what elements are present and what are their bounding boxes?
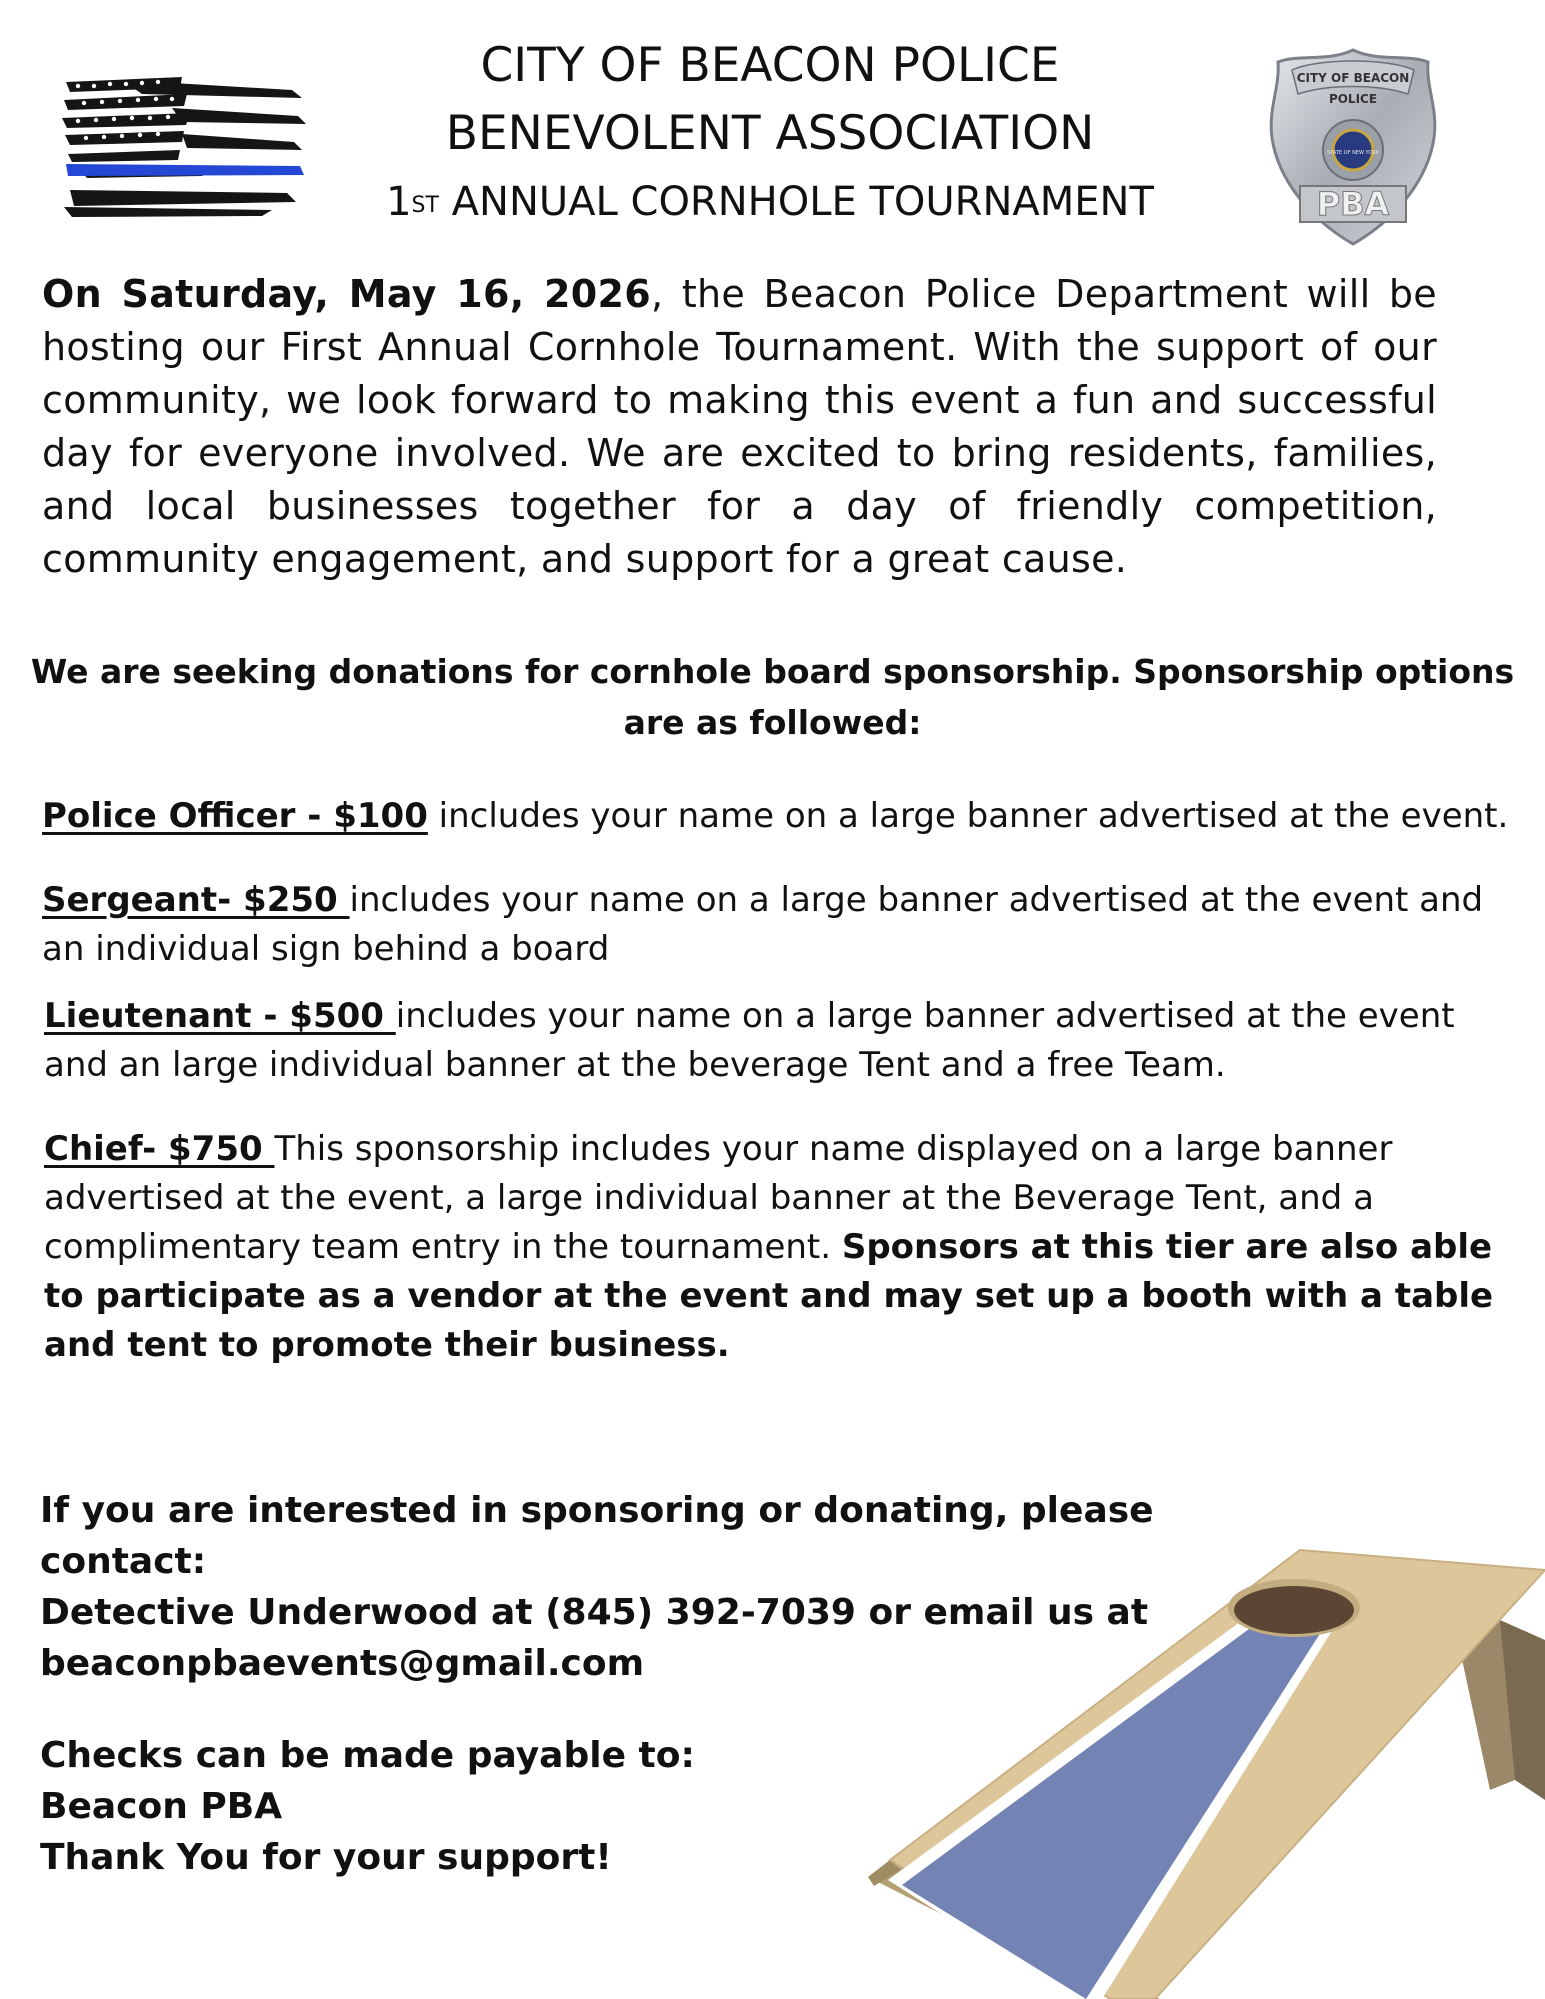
tier-description: This sponsorship includes your name displayed on a large banner advertised at the event, a large individual banner at the Beverage Tent, and a complimentary team entry in the tournament.: [44, 1129, 1393, 1267]
badge-letters: PBA: [1316, 185, 1390, 223]
badge-line1: CITY OF BEACON: [1296, 71, 1410, 85]
subtitle-superscript: ST: [411, 193, 439, 218]
page-title-line2: BENEVOLENT ASSOCIATION: [445, 106, 1095, 161]
tier-vendor-note: Sponsors at this tier are also able to participate as a vendor at the event and may set up a booth with a table and tent to promote their business.: [44, 1227, 1494, 1365]
intro-paragraph: [42, 268, 1437, 586]
sponsorship-heading: We are seeking donations for cornhole board sponsorship. Sponsorship options are as followed:: [30, 652, 1515, 742]
tier-name: Lieutenant - $500: [44, 996, 396, 1036]
tier-description: includes your name on a large banner advertised at the event.: [427, 796, 1509, 836]
checks-heading: Checks can be made payable to:: [40, 1735, 695, 1776]
contact-phone: Detective Underwood at (845) 392-7039 or email us at: [40, 1592, 1149, 1633]
subtitle-text: ANNUAL CORNHOLE TOURNAMENT: [438, 179, 1154, 225]
event-date: On Saturday, May 16, 2026: [42, 272, 652, 316]
cornhole-board-icon: [860, 1540, 1545, 1999]
subtitle-number: 1: [386, 179, 412, 225]
contact-intro: If you are interested in sponsoring or donating, please contact:: [40, 1490, 1154, 1582]
tier-description: includes your name on a large banner advertised at the event and an individual sign behind a board: [42, 880, 1484, 969]
tier-police-officer: [42, 792, 1512, 841]
thin-blue-line-flag-icon: [62, 72, 307, 217]
page-title-line1: CITY OF BEACON POLICE: [480, 38, 1060, 93]
tier-lieutenant: [44, 992, 1514, 1090]
tier-chief: [44, 1125, 1514, 1370]
badge-line2: POLICE: [1328, 92, 1378, 106]
badge-seal-text: STATE OF NEW YORK: [1327, 150, 1379, 156]
tier-name: Sergeant- $250: [42, 880, 350, 920]
intro-text: , the Beacon Police Department will be hosting our First Annual Cornhole Tournament. With the support of our community, we look forward to making this event a fun and successful day for everyone involved. We are excited to bring residents, families, and local businesses together for a day of friendly competition, community engagement, and support for a great cause.: [42, 272, 1437, 581]
tier-description: includes your name on a large banner advertised at the event and an large individual banner at the beverage Tent and a free Team.: [44, 996, 1455, 1085]
thank-you-text: Thank You for your support!: [40, 1837, 612, 1878]
checks-payee: Beacon PBA: [40, 1786, 283, 1827]
checks-block: [40, 1730, 940, 1883]
contact-email: beaconpbaevents@gmail.com: [40, 1643, 645, 1684]
tier-name: Police Officer - $100: [42, 796, 428, 836]
pba-badge-icon: [1268, 48, 1438, 246]
tier-name: Chief- $750: [44, 1129, 275, 1169]
page-subtitle: [330, 176, 1210, 228]
tier-sergeant: [42, 876, 1512, 974]
